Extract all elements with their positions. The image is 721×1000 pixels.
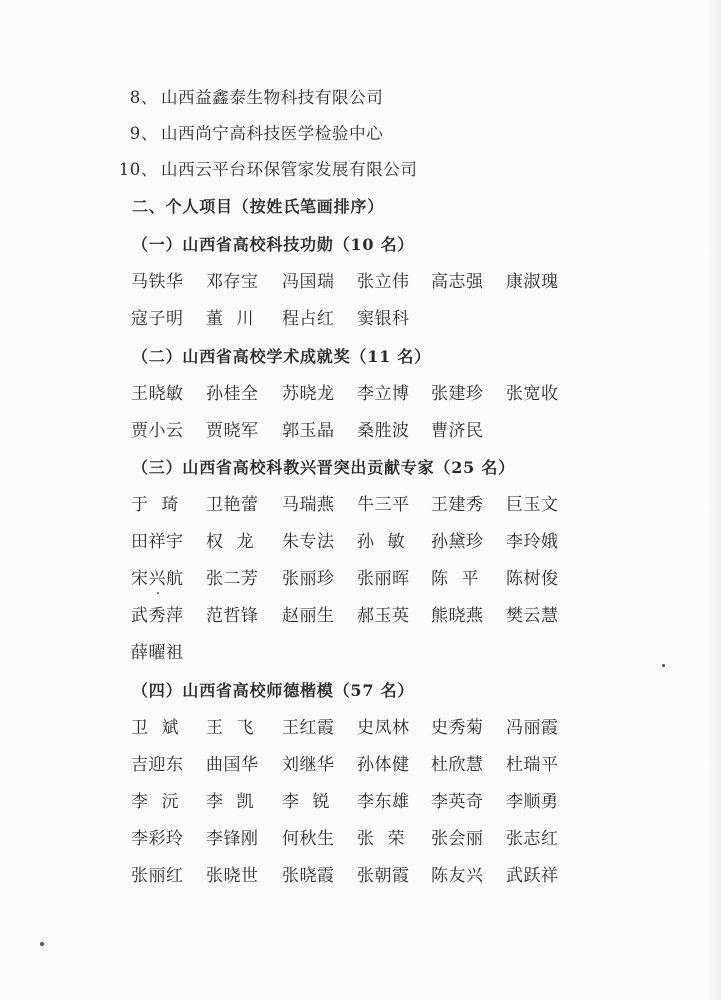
person-name: 杜欣慧 xyxy=(431,755,484,775)
person-name: 李立博 xyxy=(357,384,410,404)
person-name: 张晓世 xyxy=(206,866,259,886)
person-name: 薛曜祖 xyxy=(131,643,184,663)
person-name: 陈树俊 xyxy=(506,569,559,589)
person-name: 张荣 xyxy=(357,829,405,849)
person-name: 孙桂全 xyxy=(206,384,259,404)
person-name: 张志红 xyxy=(506,829,559,849)
person-name: 史凤林 xyxy=(357,718,410,738)
person-name: 郭玉晶 xyxy=(282,421,335,441)
person-name: 范哲锋 xyxy=(206,606,259,626)
person-name: 杜瑞平 xyxy=(506,755,559,775)
person-name: 张会丽 xyxy=(431,829,484,849)
person-name: 张朝霞 xyxy=(357,866,410,886)
person-name: 李凯 xyxy=(206,792,254,812)
person-name: 邓存宝 xyxy=(206,272,259,292)
person-name: 马瑞燕 xyxy=(282,495,335,515)
person-name: 李沅 xyxy=(131,792,179,812)
category-title: （二）山西省高校学术成就奖（11 名） xyxy=(132,347,432,366)
person-name: 董川 xyxy=(206,309,254,329)
person-name: 于琦 xyxy=(131,495,179,515)
person-name: 张建珍 xyxy=(431,384,484,404)
person-name: 孙敏 xyxy=(357,532,405,552)
person-name: 赵丽生 xyxy=(282,606,335,626)
person-name: 李英奇 xyxy=(431,792,484,812)
person-name: 曹济民 xyxy=(431,421,484,441)
person-name: 程占红 xyxy=(282,309,335,329)
person-name: 冯丽霞 xyxy=(506,718,559,738)
person-name: 张丽红 xyxy=(131,866,184,886)
person-name: 宋兴航 xyxy=(131,569,184,589)
section-title: 二、个人项目（按姓氏笔画排序） xyxy=(132,197,385,216)
person-name: 武跃祥 xyxy=(506,866,559,886)
person-name: 史秀菊 xyxy=(431,718,484,738)
person-name: 卫艳蕾 xyxy=(206,495,259,515)
person-name: 何秋生 xyxy=(282,829,335,849)
person-name: 李玲娥 xyxy=(506,532,559,552)
person-name: 李锐 xyxy=(282,792,330,812)
scan-speck xyxy=(40,942,44,946)
person-name: 王红霞 xyxy=(282,718,335,738)
org-item: 10、 山西云平台环保管家发展有限公司 xyxy=(118,160,418,179)
person-name: 张丽晖 xyxy=(357,569,410,589)
person-name: 孙黛珍 xyxy=(431,532,484,552)
person-name: 寇子明 xyxy=(131,309,184,329)
person-name: 贾晓军 xyxy=(206,421,259,441)
person-name: 陈平 xyxy=(431,569,479,589)
person-name: 冯国瑞 xyxy=(282,272,335,292)
org-item: 8、 山西益鑫泰生物科技有限公司 xyxy=(129,88,384,107)
person-name: 吉迎东 xyxy=(131,755,184,775)
person-name: 王晓敏 xyxy=(131,384,184,404)
person-name: 樊云慧 xyxy=(506,606,559,626)
scan-speck xyxy=(662,664,665,667)
person-name: 牛三平 xyxy=(357,495,410,515)
person-name: 张立伟 xyxy=(357,272,410,292)
person-name: 刘继华 xyxy=(282,755,335,775)
person-name: 张宽收 xyxy=(506,384,559,404)
person-name: 孙体健 xyxy=(357,755,410,775)
person-name: 李顺勇 xyxy=(506,792,559,812)
person-name: 窦银科 xyxy=(357,309,410,329)
person-name: 张二芳 xyxy=(206,569,259,589)
person-name: 王建秀 xyxy=(431,495,484,515)
category-title: （三）山西省高校科教兴晋突出贡献专家（25 名） xyxy=(132,458,516,477)
person-name: 陈友兴 xyxy=(431,866,484,886)
person-name: 武秀萍 xyxy=(131,606,184,626)
org-item: 9、 山西尚宁高科技医学检验中心 xyxy=(129,124,384,143)
scan-edge-shadow xyxy=(707,0,721,1000)
scan-speck xyxy=(157,592,159,594)
person-name: 巨玉文 xyxy=(506,495,559,515)
person-name: 田祥宇 xyxy=(131,532,184,552)
person-name: 张晓霞 xyxy=(282,866,335,886)
person-name: 卫斌 xyxy=(131,718,179,738)
person-name: 朱专法 xyxy=(282,532,335,552)
person-name: 李锋刚 xyxy=(206,829,259,849)
person-name: 李东雄 xyxy=(357,792,410,812)
category-title: （四）山西省高校师德楷模（57 名） xyxy=(132,681,415,700)
person-name: 桑胜波 xyxy=(357,421,410,441)
person-name: 张丽珍 xyxy=(282,569,335,589)
person-name: 李彩玲 xyxy=(131,829,184,849)
person-name: 王飞 xyxy=(206,718,254,738)
person-name: 贾小云 xyxy=(131,421,184,441)
person-name: 郝玉英 xyxy=(357,606,410,626)
person-name: 权龙 xyxy=(206,532,254,552)
person-name: 康淑瑰 xyxy=(506,272,559,292)
person-name: 苏晓龙 xyxy=(282,384,335,404)
person-name: 熊晓燕 xyxy=(431,606,484,626)
person-name: 高志强 xyxy=(431,272,484,292)
person-name: 马铁华 xyxy=(131,272,184,292)
category-title: （一）山西省高校科技功勋（10 名） xyxy=(132,235,415,254)
person-name: 曲国华 xyxy=(206,755,259,775)
